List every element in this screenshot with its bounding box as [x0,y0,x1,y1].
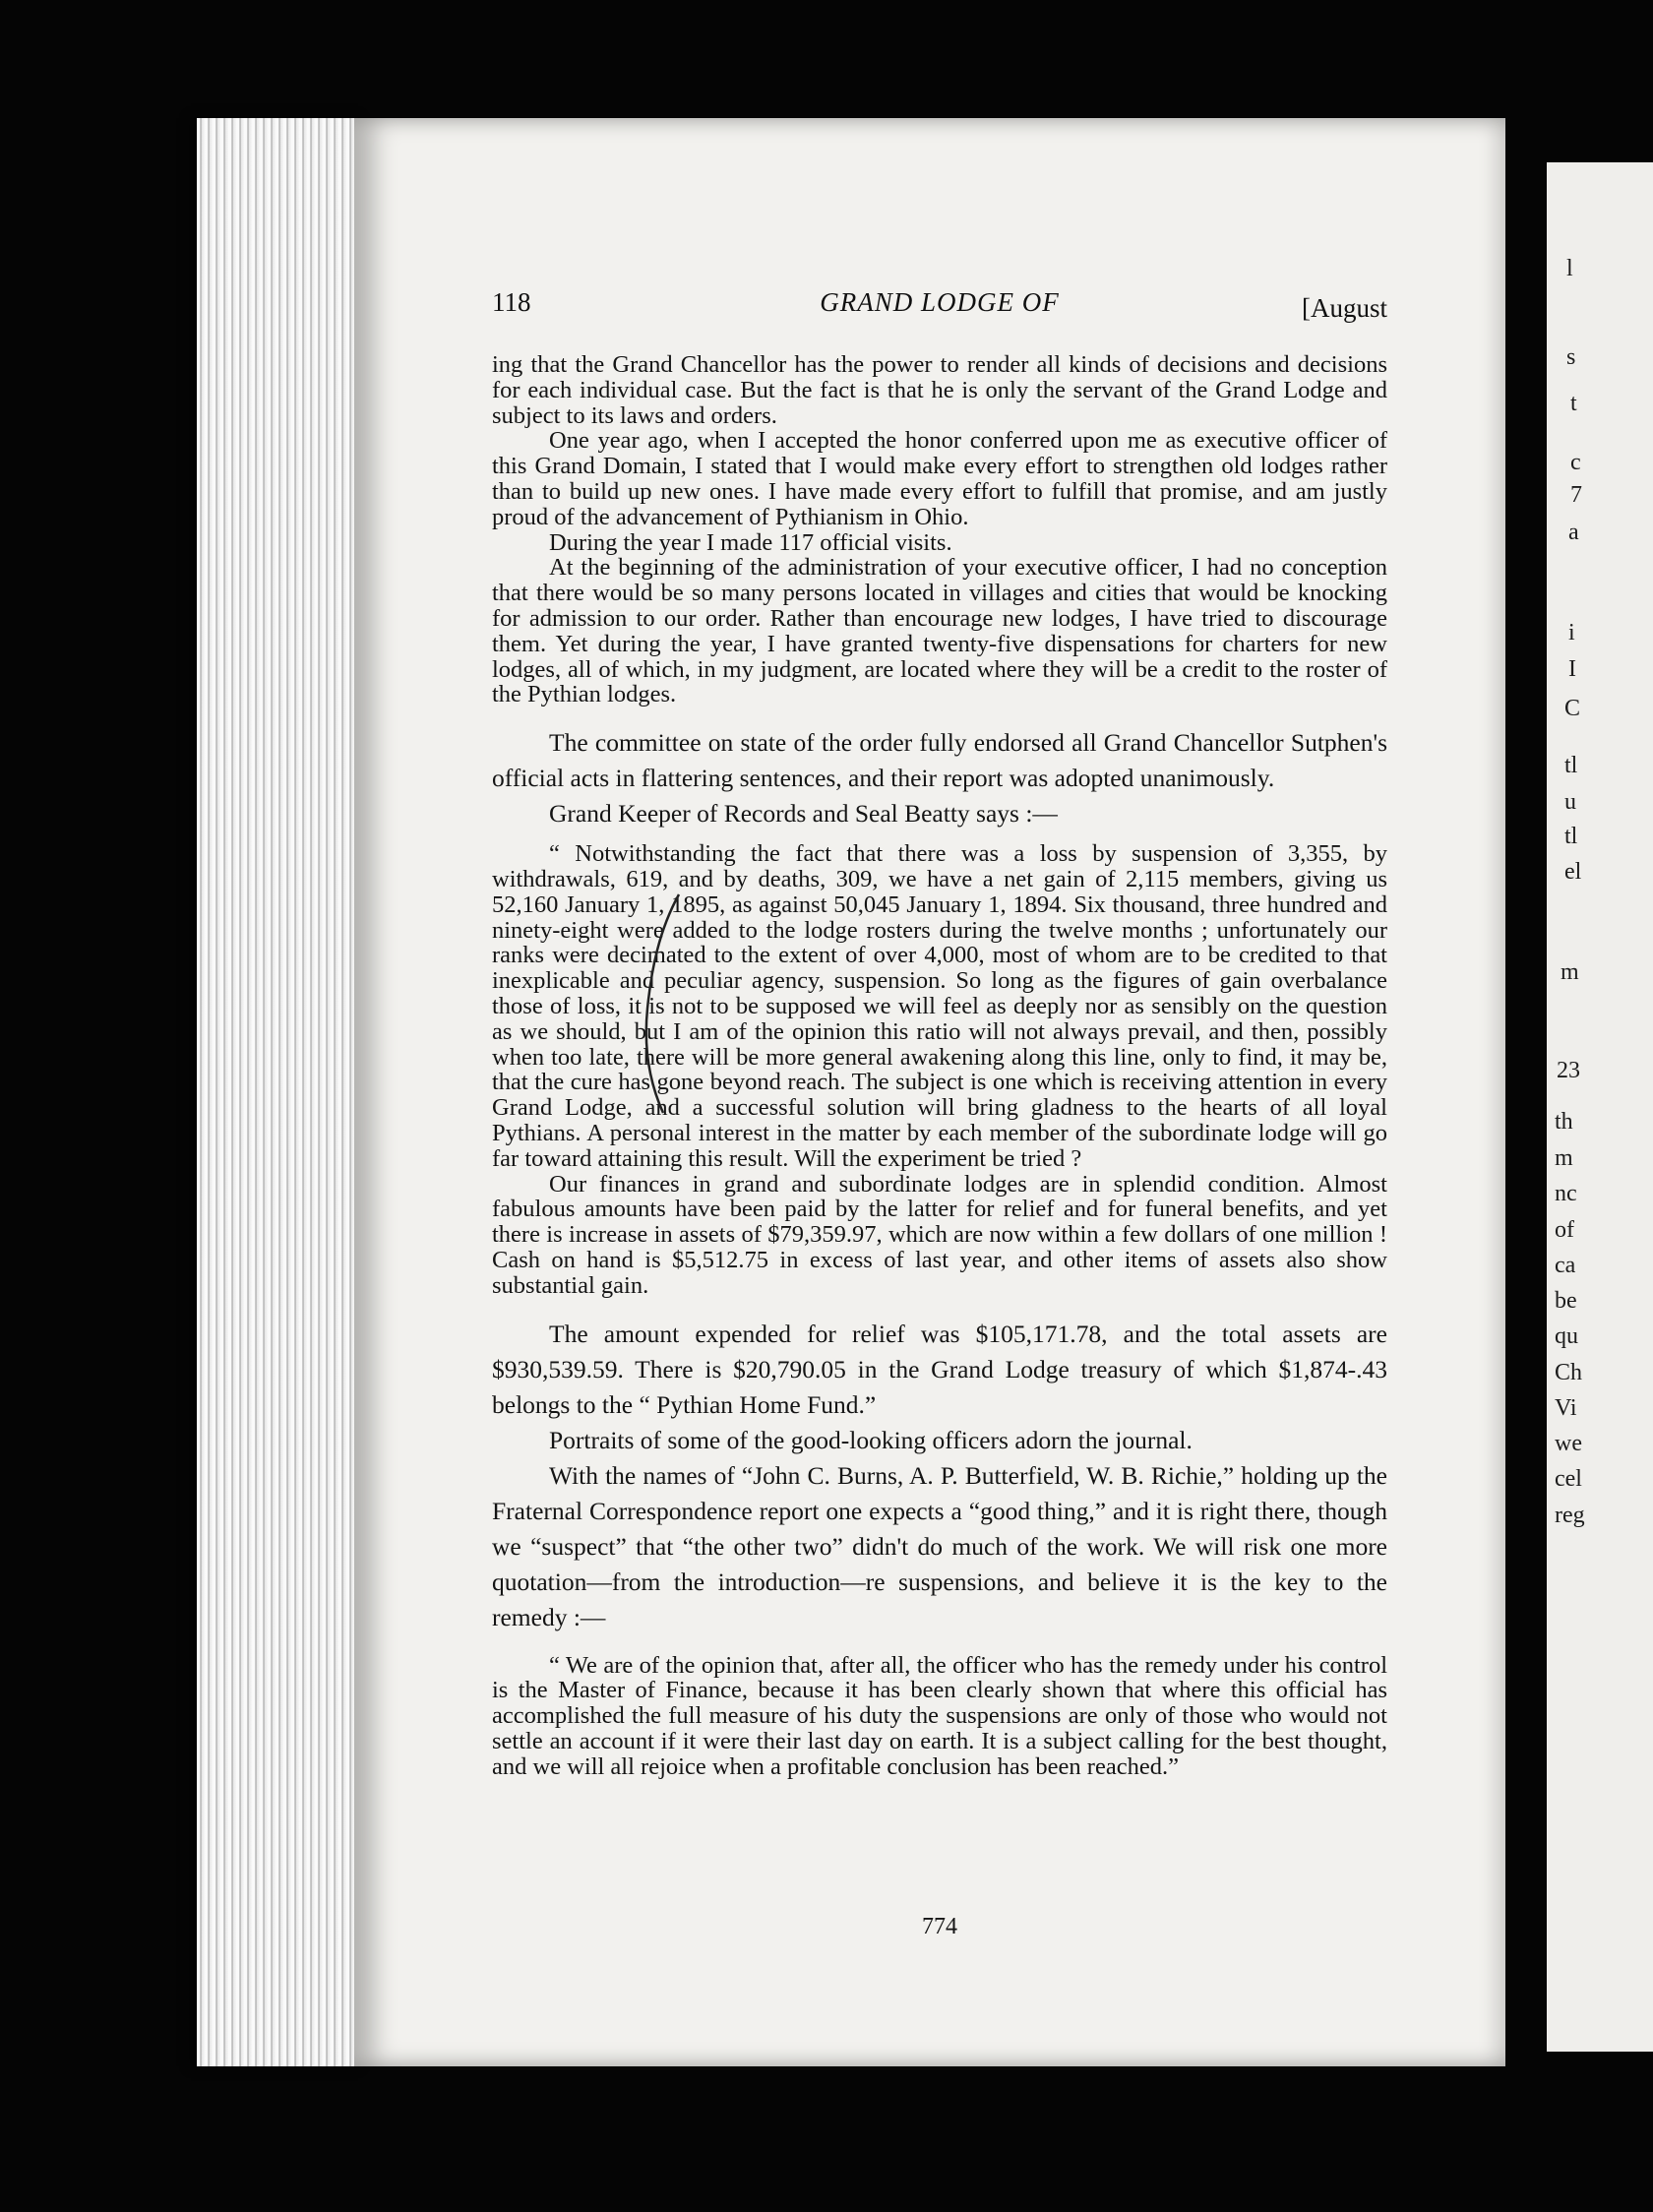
facing-fragment: c [1570,450,1581,475]
quoted-introduction [492,1653,1387,1780]
running-date: [August [1302,293,1387,323]
facing-fragment: t [1570,391,1577,416]
facing-fragment: u [1564,789,1576,815]
quoted-report-chancellor [492,352,1387,707]
narrative-block [492,1317,1387,1635]
paragraph: ing that the Grand Chancellor has the power to render all kinds of decisions and decisions for each individual case. But the fact is that he is only the servant of the Grand Lodge and subject to its laws and orders. [492,351,1387,429]
pencil-margin-mark [630,891,689,1117]
page-body [492,352,1387,1779]
facing-fragment: nc [1555,1181,1577,1206]
folio-number: 774 [922,1914,957,1939]
paragraph: Our finances in grand and subordinate lodges are in splendid condition. Almost fabulous amounts have been paid by the latter for relief and for funeral benefits, and yet there is increase in assets of $79,359.97, which are now within a few dollars of one million ! Cash on hand is $5,512.75 in excess of last year, and other items of assets also show substantial gain. [492,1170,1387,1299]
paragraph: Grand Keeper of Records and Seal Beatty says :— [549,799,1058,829]
facing-fragment: cel [1555,1466,1582,1492]
facing-fragment: of [1555,1217,1574,1243]
facing-fragment: a [1568,520,1579,545]
facing-fragment: th [1555,1109,1573,1135]
facing-fragment: Ch [1555,1360,1583,1385]
facing-fragment: s [1566,344,1576,370]
facing-fragment: be [1555,1288,1577,1314]
facing-fragment: reg [1555,1503,1585,1528]
facing-page-strip [1547,162,1653,2052]
quoted-report-beatty [492,841,1387,1298]
paragraph: During the year I made 117 official visits. [549,528,952,556]
facing-fragment: el [1564,859,1582,885]
narrative-block [492,725,1387,831]
facing-fragment: m [1555,1145,1573,1171]
facing-fragment: tl [1564,753,1578,778]
facing-fragment: l [1566,256,1573,281]
paragraph: “ Notwithstanding the fact that there was a loss by suspension of 3,355, by withdrawals, 619, and by deaths, 309, we have a net gain of 2,115 members, giving us 52,160 January 1, 1895, as against 50,045 January 1, 1894. Six thousand, three hundred and ninety-eight were added to the lodge rosters during the twelve months ; unfortunately our ranks were decimated to the extent of over 4,000, most of whom are to be credited to that inexplicable and peculiar agency, suspension. So long as the figures of gain overbalance those of loss, it is not to be supposed we will feel as deeply nor as sensibly on the question as we should, but I am of the opinion this ratio will not always prevail, and then, possibly when too late, there will be more general awakening along this line, only to find, it may be, that the cure has gone beyond reach. The subject is one which is receiving attention in every Grand Lodge, and a successful solution will bring gladness to the hearts of all loyal Pythians. A personal interest in the matter by each member of the subordinate lodge will go far toward attaining this result. Will the experiment be tried ? [492,840,1387,1172]
facing-fragment: I [1568,656,1576,682]
paragraph: With the names of “John C. Burns, A. P. Butterfield, W. B. Richie,” holding up the Fraternal Correspondence report one expects a “good thing,” and it is right there, though we “suspect” that “the other two” didn't do much of the work. We will risk one more quotation—from the introduction—re suspensions, and believe it is the key to the remedy :— [492,1460,1387,1631]
facing-fragment: qu [1555,1323,1578,1349]
facing-fragment: tl [1564,824,1578,849]
paragraph: At the beginning of the administration of your executive officer, I had no conception that there would be so many persons located in villages and cities that would be knocking for admission to our order. Rather than encourage new lodges, I have tried to discourage them. Yet during the year, I have granted twenty-five dispensations for charters for new lodges, all of which, in my judgment, are located where they will be a credit to the roster of the Pythian lodges. [492,554,1387,708]
facing-fragment: 7 [1570,482,1582,508]
facing-fragment: m [1561,959,1579,985]
paragraph: One year ago, when I accepted the honor conferred upon me as executive officer of this Grand Domain, I stated that I would make every effort to strengthen old lodges rather than to build up new ones. I have made every effort to fulfill that promise, and am justly proud of the advancement of Pythianism in Ohio. [492,427,1387,530]
facing-fragment: i [1568,620,1575,645]
running-head [492,287,1387,327]
facing-fragment: C [1564,696,1581,721]
paragraph: “ We are of the opinion that, after all, the officer who has the remedy under his control is the Master of Finance, because it has been clearly shown that where this official has accomplished the full measure of his duty the suspensions are only of those who would not settle an account if it were their last day on earth. It is a subject calling for the best thought, and we will all rejoice when a profitable conclusion has been reached.” [492,1651,1387,1780]
facing-fragment: we [1555,1431,1582,1456]
facing-fragment: ca [1555,1253,1576,1278]
facing-fragment: 23 [1557,1058,1580,1083]
paragraph: The committee on state of the order fully endorsed all Grand Chancellor Sutphen's official acts in flattering sentences, and their report was adopted unanimously. [492,728,1387,793]
page-number: 118 [492,287,531,317]
page-edges [197,118,364,2066]
paragraph: The amount expended for relief was $105,171.78, and the total assets are $930,539.59. There is $20,790.05 in the Grand Lodge treasury of which $1,874-.43 belongs to the “ Pythian Home Fund.” [492,1319,1387,1419]
running-title: GRAND LODGE OF [820,287,1060,317]
paragraph: Portraits of some of the good-looking officers adorn the journal. [549,1425,1193,1454]
facing-fragment: Vi [1555,1395,1577,1421]
